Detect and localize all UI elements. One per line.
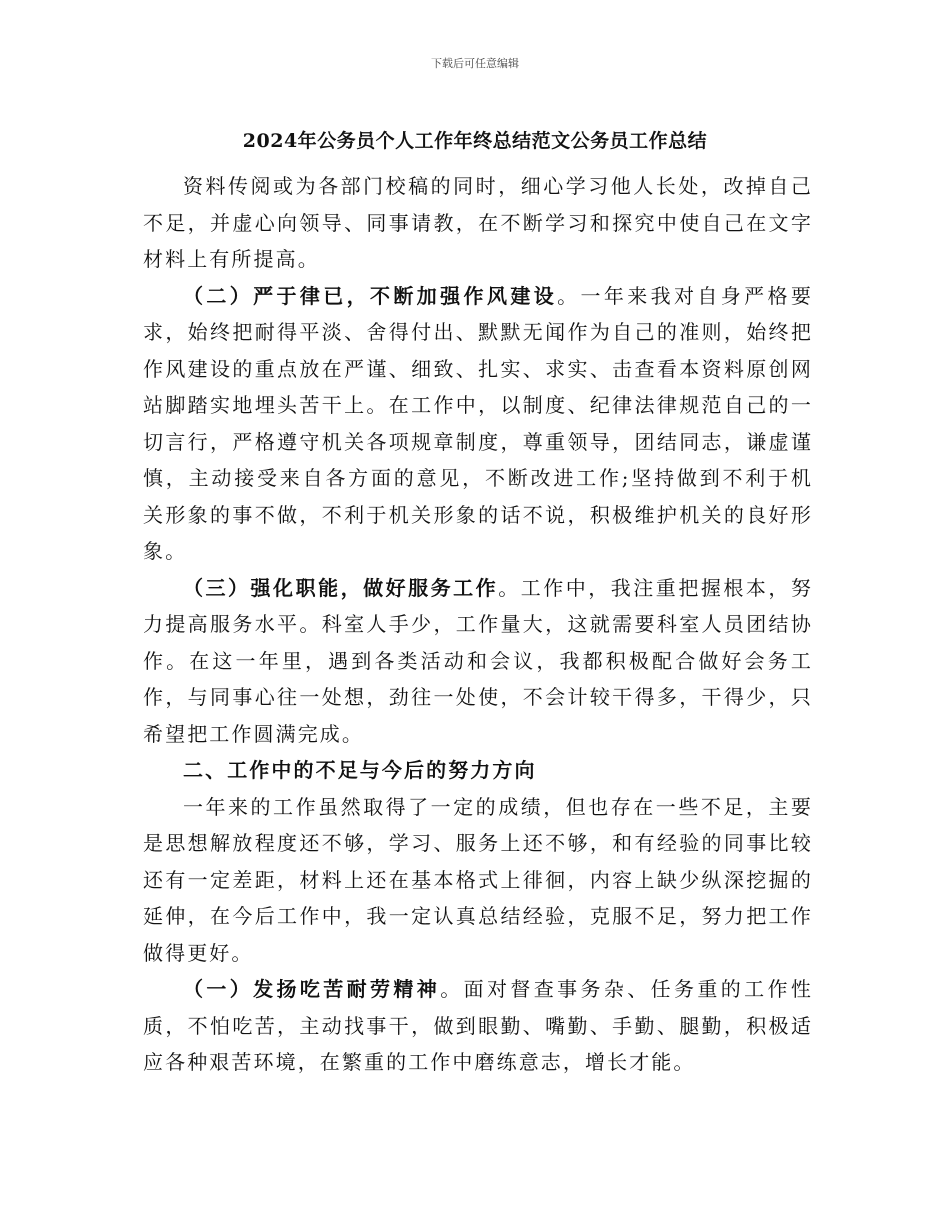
paragraph-text: 一年来的工作虽然取得了一定的成绩，但也存在一些不足，主要是思想解放程度还不够，学习、服务上还不够，和有经验的同事比较还有一定差距，材料上还在基本格式上徘徊，内容上缺少纵深挖掘的延伸，在今后工作中，我一定认真总结经验，克服不足，努力把工作做得更好。 — [143, 794, 813, 965]
paragraph — [143, 570, 813, 753]
paragraph-text: 。工作中，我注重把握根本，努力提高服务水平。科室人手少，工作量大，这就需要科室人员团结协作。在这一年里，遇到各类活动和会议，我都积极配合做好会务工作，与同事心往一处想，劲往一处使，不会计较干得多，干得少，只希望把工作圆满完成。 — [143, 575, 813, 746]
paragraph-text: 。面对督查事务杂、任务重的工作性质，不怕吃苦，主动找事干，做到眼勤、嘴勤、手勤、腿勤，积极适应各种艰苦环境，在繁重的工作中磨练意志，增长才能。 — [143, 977, 813, 1074]
paragraph — [143, 168, 813, 278]
paragraph-lead: （一）发扬吃苦耐劳精神 — [183, 977, 441, 1001]
paragraph — [143, 971, 813, 1081]
paragraph-text: 资料传阅或为各部门校稿的同时，细心学习他人长处，改掉自己不足，并虚心向领导、同事请教，在不断学习和探究中使自己在文字材料上有所提高。 — [143, 174, 813, 271]
paragraph-lead: （三）强化职能，做好服务工作 — [183, 575, 499, 600]
document-title: 2024年公务员个人工作年终总结范文公务员工作总结 — [242, 130, 708, 152]
paragraph — [143, 789, 813, 972]
section-heading: 二、工作中的不足与今后的努力方向 — [183, 758, 537, 782]
paragraph-lead: （二）严于律已，不断加强作风建设 — [183, 283, 558, 308]
paragraph-text: 。一年来我对自身严格要求，始终把耐得平淡、舍得付出、默默无闻作为自己的准则，始终把作风建设的重点放在严谨、细致、扎实、求实、击查看本资料原创网站脚踏实地埋头苦干上。在工作中，以制度、纪律法律规范自己的一切言行，严格遵守机关各项规章制度，尊重领导，团结同志，谦虚谨慎，主动接受来自各方面的意见，不断改进工作;坚持做到不利于机关形象的事不做，不利于机关形象的话不说，积极维护机关的良好形象。 — [143, 283, 813, 563]
header-note: 下载后可任意编辑 — [431, 57, 519, 70]
paragraph — [143, 278, 813, 570]
document-body — [143, 168, 813, 1081]
